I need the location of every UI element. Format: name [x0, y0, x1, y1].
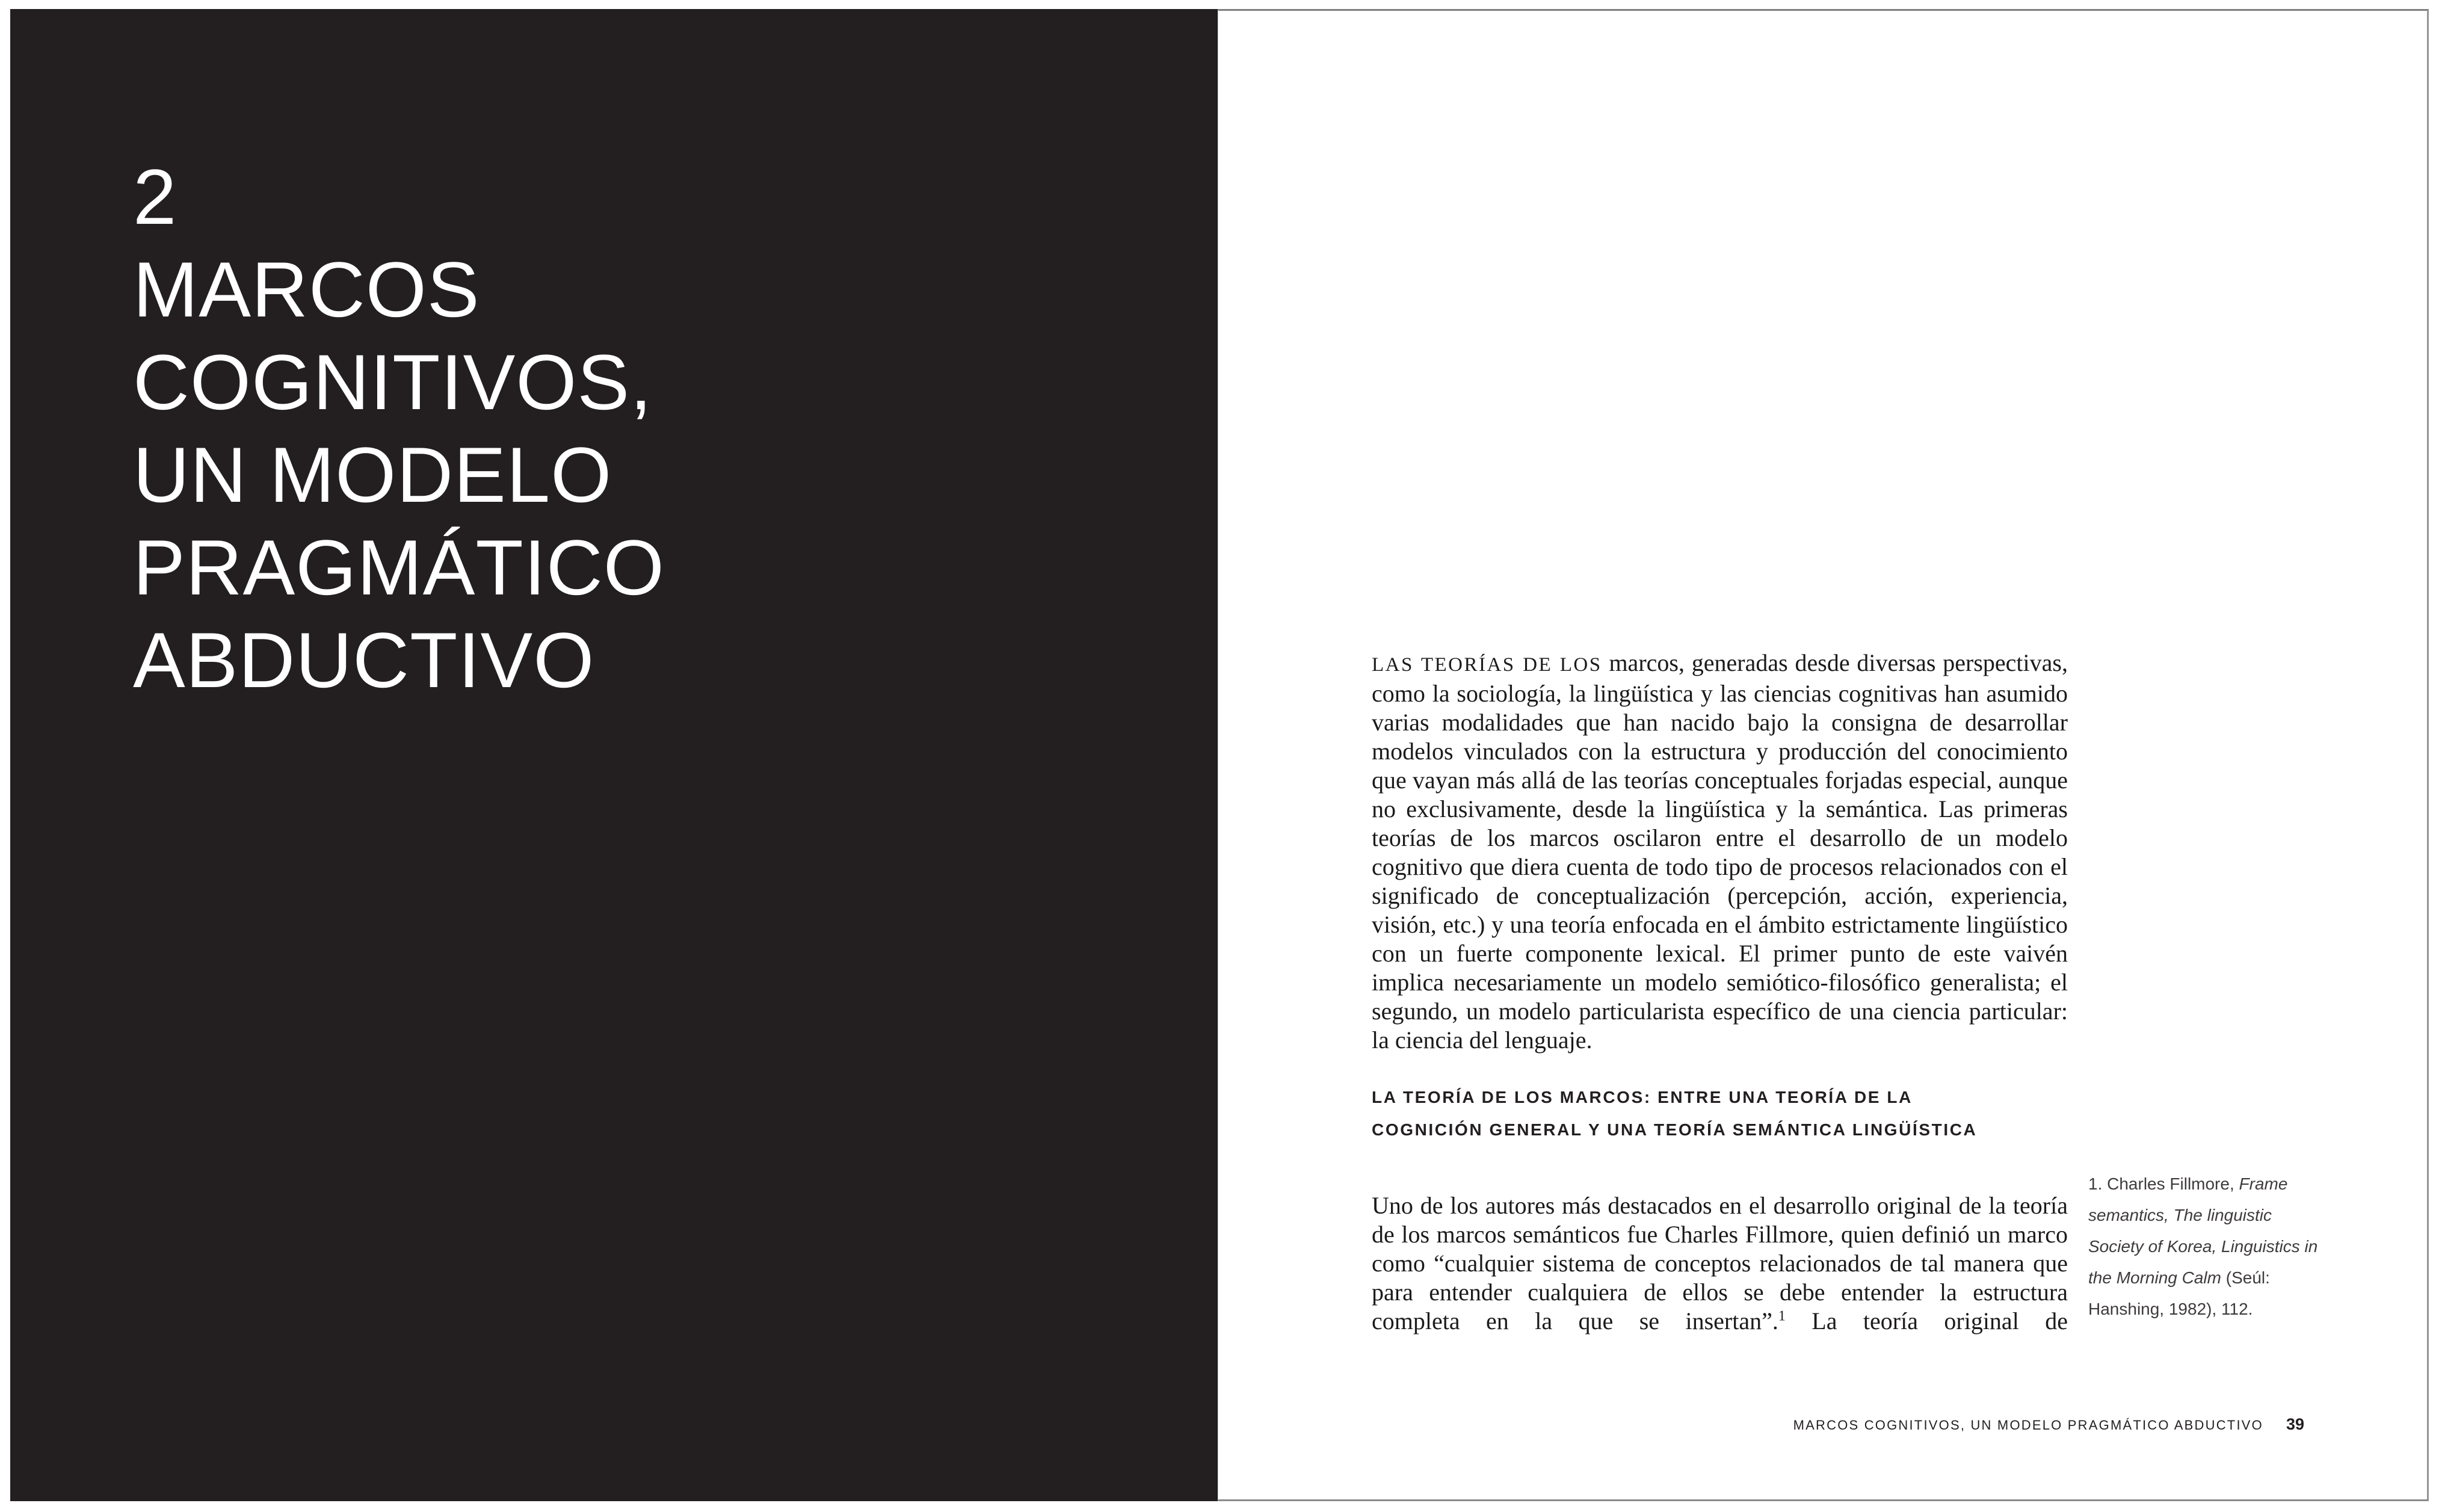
page-footer	[1793, 1415, 2304, 1434]
chapter-title-line: ABDUCTIVO	[133, 616, 595, 704]
chapter-title-line: PRAGMÁTICO	[133, 523, 665, 611]
running-title: MARCOS COGNITIVOS, UN MODELO PRAGMÁTICO ABDUCTIVO	[1793, 1418, 2263, 1433]
body-paragraph-1	[1372, 649, 2068, 1055]
section-heading-line: LA TEORÍA DE LOS MARCOS: ENTRE UNA TEORÍA DE LA	[1372, 1088, 1913, 1106]
section-heading	[1372, 1081, 2244, 1146]
sidenote-text: 1. Charles Fillmore,	[2088, 1174, 2239, 1193]
sidenote-citation	[2088, 1168, 2326, 1325]
sidenote-text: (Seúl: Hanshing, 1982), 112.	[2088, 1268, 2270, 1318]
left-page	[10, 9, 1218, 1501]
chapter-title	[133, 150, 665, 706]
body-paragraph-2	[1372, 1191, 2068, 1336]
section-heading-line: COGNICIÓN GENERAL Y UNA TEORÍA SEMÁNTICA LINGÜÍSTICA	[1372, 1120, 1978, 1139]
chapter-title-line: MARCOS	[133, 245, 480, 333]
chapter-title-line: UN MODELO	[133, 431, 612, 519]
right-page	[1218, 9, 2429, 1501]
page-number: 39	[2286, 1415, 2304, 1433]
chapter-title-line: COGNITIVOS,	[133, 338, 653, 426]
paragraph-text: La teoría original de	[1785, 1307, 2068, 1335]
chapter-number: 2	[133, 153, 177, 241]
paragraph-text: Uno de los autores más destacados en el desarrollo original de la teoría de los marcos semánticos fue Charles Fillmore, quien definió un marco como “cualquier sistema de conceptos relacionados de tal manera que para entender cualquiera de ellos se debe entender la estructura completa en la que se insertan”.	[1372, 1192, 2068, 1335]
sidenote-italic-title: Frame semantics, The linguistic Society of Korea, Linguistics in the Morning Calm	[2088, 1174, 2318, 1287]
paragraph-text: marcos, generadas desde diversas perspectivas, como la sociología, la lingüística y las ciencias cognitivas han asumido varias modalidades que han nacido bajo la consigna de desarrollar modelos vinculados con la estructura y producción del conocimiento que vayan más allá de las teorías conceptuales forjadas especial, aunque no exclusivamente, desde la lingüística y la semántica. Las primeras teorías de los marcos oscilaron entre el desarrollo de un modelo cognitivo que diera cuenta de todo tipo de procesos relacionados con el significado de conceptualización (percepción, acción, experiencia, visión, etc.) y una teoría enfocada en el ámbito estrictamente lingüístico con un fuerte componente lexical. El primer punto de este vaivén implica necesariamente un modelo semiótico-filosófico generalista; el segundo, un modelo particularista específico de una ciencia particular: la ciencia del lenguaje.	[1372, 649, 2068, 1054]
footnote-reference: 1	[1778, 1308, 1786, 1324]
paragraph-lead-smallcaps: LAS TEORÍAS DE LOS	[1372, 654, 1602, 676]
